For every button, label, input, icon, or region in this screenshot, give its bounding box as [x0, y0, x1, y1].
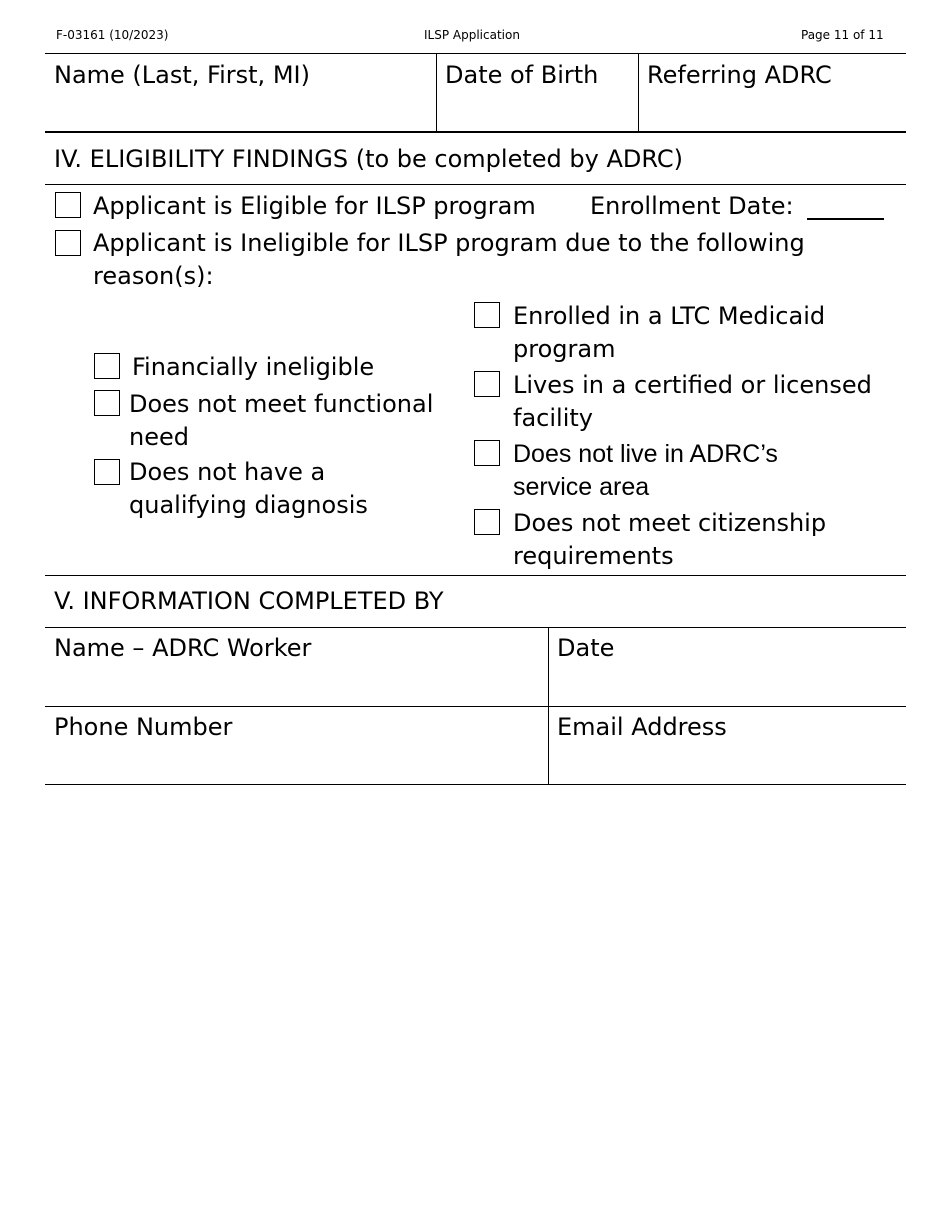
- qualifying-diagnosis-checkbox[interactable]: [94, 459, 120, 485]
- service-area-checkbox[interactable]: [474, 440, 500, 466]
- page-number: Page 11 of 11: [801, 28, 884, 42]
- enrollment-date-label: Enrollment Date:: [590, 192, 794, 220]
- section-iv-title: IV. ELIGIBILITY FINDINGS (to be completed by ADRC): [54, 145, 683, 173]
- section-v-title: V. INFORMATION COMPLETED BY: [54, 587, 444, 615]
- date-field-label[interactable]: Date: [557, 634, 615, 662]
- certified-facility-checkbox[interactable]: [474, 371, 500, 397]
- email-field-label[interactable]: Email Address: [557, 713, 727, 741]
- enrollment-date-field[interactable]: [807, 218, 884, 220]
- section-iv-rule: [45, 184, 906, 185]
- form-title: ILSP Application: [424, 28, 520, 42]
- ineligible-checkbox[interactable]: [55, 230, 81, 256]
- service-area-text: Does not live in ADRC’s service area: [513, 440, 778, 501]
- section-v-bottom-rule: [45, 784, 906, 785]
- identity-divider-2: [638, 53, 639, 132]
- citizenship-label: Does not meet citizenship requirements: [513, 509, 827, 570]
- eligible-label: Applicant is Eligible for ILSP program: [93, 192, 536, 220]
- qualifying-diagnosis-text: Does not have a qualifying diagnosis: [129, 458, 368, 519]
- ltc-medicaid-label: Enrolled in a LTC Medicaid program: [513, 302, 826, 363]
- worker-name-field-label[interactable]: Name – ADRC Worker: [54, 634, 312, 662]
- financially-ineligible-checkbox[interactable]: [94, 353, 120, 379]
- dob-field-label[interactable]: Date of Birth: [445, 61, 599, 89]
- identity-divider-1: [436, 53, 437, 132]
- functional-need-label: [129, 388, 452, 454]
- ineligible-label: Applicant is Ineligible for ILSP program due to the following reason(s):: [93, 229, 805, 290]
- eligible-checkbox[interactable]: [55, 192, 81, 218]
- phone-field-label[interactable]: Phone Number: [54, 713, 233, 741]
- citizenship-checkbox[interactable]: [474, 509, 500, 535]
- certified-facility-label: Lives in a certified or licensed facility: [513, 371, 872, 432]
- identity-row-top-rule: [45, 53, 906, 54]
- functional-need-text: Does not meet functional need: [129, 390, 434, 451]
- service-area-label: [513, 438, 843, 504]
- referring-adrc-field-label[interactable]: Referring ADRC: [647, 61, 832, 89]
- form-number: F-03161 (10/2023): [56, 28, 169, 42]
- functional-need-checkbox[interactable]: [94, 390, 120, 416]
- name-field-label[interactable]: Name (Last, First, MI): [54, 61, 310, 89]
- financially-ineligible-label: Financially ineligible: [132, 353, 375, 381]
- qualifying-diagnosis-label: [129, 456, 392, 522]
- section-iv-bottom-rule: [45, 575, 906, 576]
- ltc-medicaid-checkbox[interactable]: [474, 302, 500, 328]
- section-v-rule: [45, 627, 906, 628]
- section-v-mid-rule: [45, 706, 906, 707]
- identity-row-bottom-rule: [45, 131, 906, 133]
